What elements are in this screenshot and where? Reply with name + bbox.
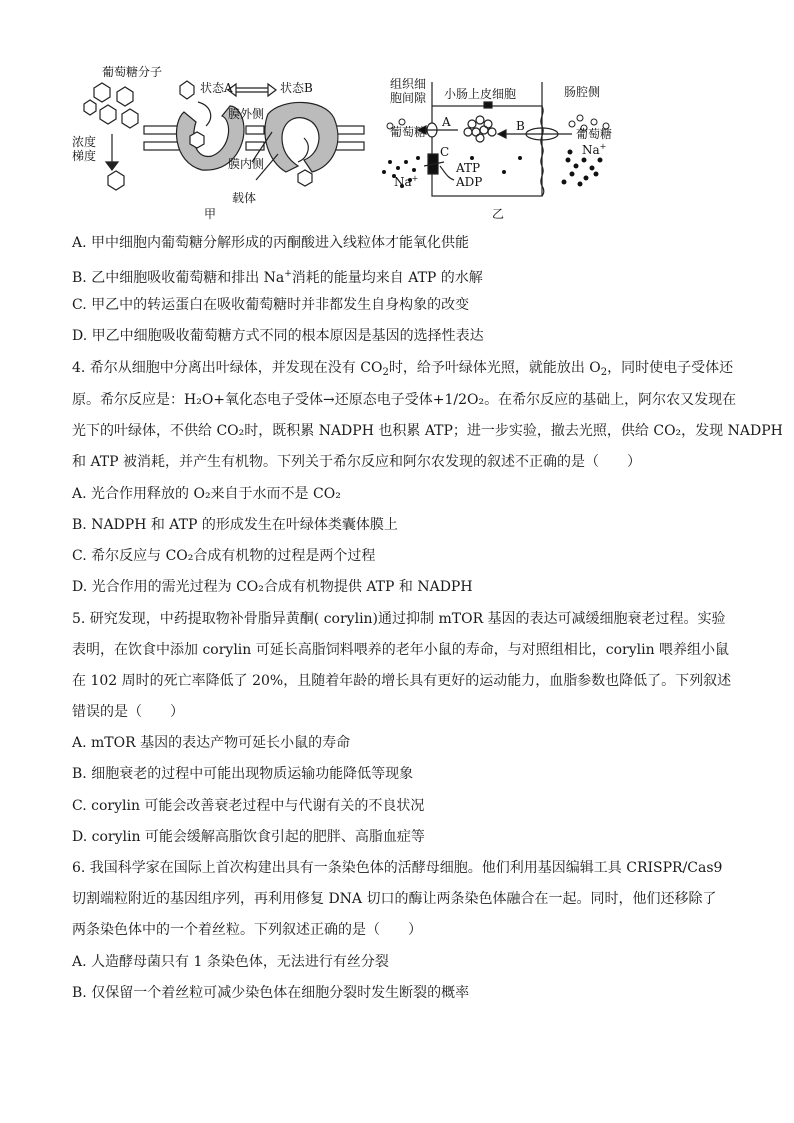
q4-stem-line-1 (72, 358, 732, 383)
arrow-b-head-icon (498, 130, 506, 138)
q4-stem-line-2: 原。希尔反应是：H₂O+氧化态电子受体→还原态电子受体+1/2O₂。在希尔反应的基础上，阿尔农又发现在 (72, 392, 737, 408)
q4-l1-c: ，同时使电子受体还 (607, 360, 734, 376)
q3-option-b-post: 消耗的能量均来自 ATP 的水解 (291, 270, 483, 286)
q3-option-b-sup: + (284, 269, 292, 279)
hexagon-glucose-icon (298, 170, 312, 186)
hexagon-glucose-icon (94, 83, 110, 102)
label-a: A (442, 115, 451, 129)
hexagon-glucose-icon (117, 87, 133, 106)
q3-option-b-pre: B. 乙中细胞吸收葡萄糖和排出 Na (72, 270, 285, 286)
label-glucose-molecule: 葡萄糖分子 (102, 65, 163, 79)
atp-arrow (440, 166, 454, 180)
label-na-left: Na+ (394, 174, 419, 189)
q6-stem-line-2: 切割端粒附近的基因组序列，再利用修复 DNA 切口的酶让两条染色体融合在一起。同时，他们还移除了 (72, 891, 717, 907)
label-tissue-gap-1: 组织细 (390, 77, 427, 91)
hexagon-glucose-icon (84, 100, 96, 115)
label-c: C (440, 145, 450, 159)
q4-stem-line-3: 光下的叶绿体，不供给 CO₂时，既积累 NADPH 也积累 ATP；进一步实验，撤去光照，供给 CO₂，发现 NADPH (72, 423, 783, 439)
label-jia: 甲 (204, 207, 217, 221)
q6-option-a: A. 人造酵母菌只有 1 条染色体，无法进行有丝分裂 (72, 954, 389, 970)
q5-stem-line-4: 错误的是（ ） (72, 704, 184, 720)
label-na-right: Na+ (582, 142, 607, 157)
q5-option-d: D. corylin 可能会缓解高脂饮食引起的肥胖、高脂血症等 (72, 829, 425, 845)
label-concentration: 浓度 (72, 135, 97, 149)
label-carrier: 载体 (232, 191, 257, 205)
entry-arrow (198, 102, 211, 126)
label-glucose-left: 葡萄糖 (390, 125, 427, 139)
q3-option-b (72, 264, 732, 288)
gradient-arrow-head-icon (106, 162, 118, 170)
tight-junction (484, 102, 492, 108)
q3-option-d: D. 甲乙中细胞吸收葡萄糖方式不同的根本原因是基因的选择性表达 (72, 328, 484, 344)
figure-yi-labels (390, 77, 612, 221)
q4-option-b: B. NADPH 和 ATP 的形成发生在叶绿体类囊体膜上 (72, 517, 398, 533)
q5-option-a: A. mTOR 基因的表达产物可延长小鼠的寿命 (72, 735, 351, 751)
label-lumen: 肠腔侧 (564, 85, 601, 99)
q4-l1-b: 时，给予叶绿体光照，就能放出 O (388, 360, 601, 376)
q4-l1-sub: 2 (382, 367, 389, 378)
label-state-b: 状态B (280, 81, 313, 95)
label-b: B (516, 119, 525, 133)
hexagon-glucose-icon (190, 132, 204, 148)
carrier-state-b (265, 102, 338, 172)
label-outside: 膜外侧 (228, 107, 265, 121)
q4-option-a: A. 光合作用释放的 O₂来自于水而不是 CO₂ (72, 486, 341, 502)
hexagon-glucose-icon (100, 105, 116, 124)
label-glucose-right: 葡萄糖 (576, 127, 613, 141)
q4-stem-line-4: 和 ATP 被消耗，并产生有机物。下列关于希尔反应和阿尔农发现的叙述不正确的是（ ） (72, 454, 642, 470)
q5-option-b: B. 细胞衰老的过程中可能出现物质运输功能降低等现象 (72, 766, 414, 782)
label-atp: ATP (456, 161, 481, 175)
label-yi: 乙 (492, 207, 505, 221)
label-gradient: 梯度 (72, 149, 97, 163)
label-adp: ADP (456, 175, 483, 189)
q3-option-c: C. 甲乙中的转运蛋白在吸收葡萄糖时并非都发生自身构象的改变 (72, 297, 470, 313)
q4-l1-sub2: 2 (600, 367, 608, 378)
hexagon-glucose-icon (180, 81, 194, 99)
q3-option-a: A. 甲中细胞内葡萄糖分解形成的丙酮酸进入线粒体才能氧化供能 (72, 235, 470, 251)
glucose-transport-figure (72, 62, 722, 222)
q6-stem-line-1: 6. 我国科学家在国际上首次构建出具有一条染色体的活酵母细胞。他们利用基因编辑工具 CRISPR/Cas9 (72, 860, 723, 876)
label-tissue-gap-2: 胞间隙 (390, 91, 427, 105)
membrane-segment (334, 142, 364, 150)
q4-option-c: C. 希尔反应与 CO₂合成有机物的过程是两个过程 (72, 548, 376, 564)
q4-l1-a: 4. 希尔从细胞中分离出叶绿体，并发现在没有 CO (72, 360, 383, 376)
membrane-segment (246, 126, 264, 134)
q6-stem-line-3: 两条染色体中的一个着丝粒。下列叙述正确的是（ ） (72, 922, 422, 938)
glucose-cluster (464, 116, 496, 142)
double-arrow-right-icon (268, 84, 276, 96)
label-state-a: 状态A (200, 81, 233, 95)
hexagon-glucose-icon (108, 171, 124, 190)
label-inside: 膜内侧 (228, 157, 265, 171)
q5-stem-line-1: 5. 研究发现，中药提取物补骨脂异黄酮( corylin)通过抑制 mTOR 基因的表达可减缓细胞衰老过程。实验 (72, 611, 726, 627)
q4-option-d: D. 光合作用的需光过程为 CO₂合成有机物提供 ATP 和 NADPH (72, 579, 473, 595)
hexagon-glucose-icon (122, 109, 138, 128)
q5-stem-line-3: 在 102 周时的死亡率降低了 20%，且随着年龄的增长具有更好的运动能力，血脂参数也降低了。下列叙述 (72, 673, 732, 689)
q6-option-b: B. 仅保留一个着丝粒可减少染色体在细胞分裂时发生断裂的概率 (72, 985, 470, 1001)
q5-stem-line-2: 表明，在饮食中添加 corylin 可延长高脂饲料喂养的老年小鼠的寿命，与对照组相比，corylin 喂养组小鼠 (72, 642, 730, 658)
q5-option-c: C. corylin 可能会改善衰老过程中与代谢有关的不良状况 (72, 798, 425, 814)
label-cell: 小肠上皮细胞 (444, 87, 517, 101)
figure-jia (84, 81, 364, 190)
membrane-segment (334, 126, 364, 134)
figure-svg (72, 62, 722, 222)
